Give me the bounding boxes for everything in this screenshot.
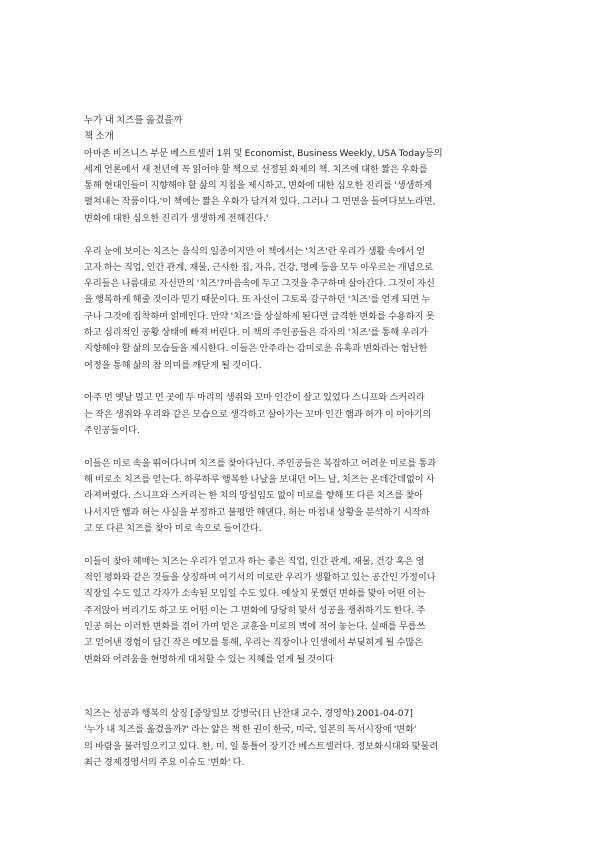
text-line: 해 비로소 치즈를 얻는다. 하루하루 행복한 나날을 보내던 어느 날, 치즈는 온데간데없이 사 — [84, 474, 435, 486]
text-line: 고 얻어낸 경험이 담긴 작은 메모를 통해, 우리는 직장이나 인생에서 부딪히게 될 수많은 — [84, 637, 423, 649]
paragraph — [84, 244, 516, 374]
article-headline: 치즈는 성공과 행복의 상징 [중앙일보 강병국(日 난잔대 교수, 경영학) 2001-04-07] — [84, 707, 413, 719]
text-line: 나서지만 햄과 허는 사실을 부정하고 불평만 해댄다. 허는 마침내 상황을 분석하기 시작하 — [84, 506, 430, 518]
text-line: 최근 경제경영서의 주요 이슈도 '변화' 다. — [84, 756, 245, 768]
text-line: 여정을 통해 삶의 참 의미를 깨닫게 될 것이다. — [84, 359, 262, 371]
document-body — [84, 113, 516, 771]
text-line: 라져버렸다. 스니프와 스커리는 한 치의 망설임도 없이 미로를 향해 또 다른 치즈를 찾아 — [84, 490, 423, 502]
text-line: 직장일 수도 있고 각자가 소속된 모임일 수도 있다. 예상치 못했던 변화를 맞아 어떤 이는 — [84, 588, 426, 600]
text-line: 펼쳐내는 작품이다.'이 책에는 짧은 우화가 담겨져 있다. 그러나 그 면면을 들여다보노라면, — [84, 196, 436, 208]
text-line: 우리들은 나름대로 자신만의 '치즈'?마음속에 두고 그것을 추구하며 살아간다. 그것이 자신 — [84, 278, 435, 290]
text-line: 을 행복하게 해줄 것이라 믿기 때문이다. 또 자신이 그토록 갈구하던 '치즈'를 얻게 되면 누 — [84, 294, 431, 306]
text-line: 고 또 다른 치즈를 찾아 미로 속으로 들어간다. — [84, 523, 262, 535]
text-line: 주저앉아 버리기도 하고 또 어떤 이는 그 변화에 당당히 맞서 성공을 쟁취하기도 한다. 주 — [84, 604, 426, 616]
text-line: 의 바람을 불러일으키고 있다. 한, 미, 일 통틀어 장기간 베스트셀러다. 정보화시대와 맞물려 — [84, 740, 439, 752]
text-line: 지향해야 할 삶의 모습들을 제시한다. 이들은 안주라는 감미로운 유혹과 변화라는 험난한 — [84, 343, 428, 355]
text-line: 통해 현대인들이 지향해야 할 삶의 지침을 제시하고, 변화에 대한 심오한 진리를 '생생하게 — [84, 180, 433, 192]
text-line: 아주 먼 옛날 멀고 먼 곳에 두 마리의 생쥐와 꼬마 인간이 살고 있었다 스니프와 스커리라 — [84, 392, 425, 404]
text-line: 세계 언론에서 새 천년에 꼭 읽어야 할 책으로 선정된 화제의 책. 치즈에 대한 짧은 우화를 — [84, 163, 428, 175]
text-line: 변화에 대한 심오한 진리가 생생하게 전해진다.' — [84, 212, 269, 224]
text-line: 하고 심리적인 공황 상태에 빠져 버린다. 이 책의 주인공들은 각자의 '치즈'를 통해 우리가 — [84, 327, 428, 339]
text-line: 구나 그것에 집착하며 얽매인다. 만약 '치즈'를 상실하게 된다면 급격한 변화를 수용하지 못 — [84, 310, 435, 322]
newspaper-article — [84, 706, 516, 771]
book-title: 누가 내 치즈를 옮겼을까 — [84, 115, 183, 126]
text-line: 변화와 어려움을 현명하게 대처할 수 있는 지혜를 얻게 될 것이다 — [84, 653, 334, 665]
text-line: '누가 내 치즈를 옮겼을까?' 라는 얇은 책 한 권이 한국, 미국, 일본의 독서시장에 '변화' — [84, 724, 417, 736]
paragraph — [84, 146, 516, 227]
text-line: 고자 하는 직업, 인간 관계, 재물, 근사한 집, 자유, 건강, 명예 등을 모두 아우르는 개념으로 — [84, 261, 434, 273]
text-line: 인공 허는 이러한 변화를 겪어 가며 얻은 교훈을 미로의 벽에 적어 놓는다. 실패를 무릅쓰 — [84, 621, 426, 633]
text-line: 적인 평화와 같은 것들을 상징하며 여기서의 미로란 우리가 생활하고 있는 공간인 가정이나 — [84, 572, 436, 584]
paragraph — [84, 390, 516, 439]
paragraph — [84, 456, 516, 537]
text-line: 는 작은 생쥐와 우리와 같은 모습으로 생각하고 살아가는 꼬마 인간 햄과 허가 이 이야기의 — [84, 408, 432, 420]
text-line: 주인공들이다. — [84, 425, 140, 437]
text-line: 이들이 찾아 헤매는 치즈는 우리가 얻고자 하는 좋은 직업, 인간 관계, 재물, 건강 혹은 영 — [84, 555, 425, 567]
section-heading: 책 소개 — [84, 131, 114, 143]
text-line: 아마존 비즈니스 부문 베스트셀러 1위 및 Economist, Business Weekly, USA Today등의 — [84, 147, 443, 159]
paragraph — [84, 554, 516, 668]
text-line: 이들은 미로 속을 뛰어다니며 치즈를 찾아다닌다. 주인공들은 복잡하고 어려운 미로를 통과 — [84, 457, 437, 469]
text-line: 우리 눈에 보이는 치즈는 음식의 일종이지만 이 책에서는 '치즈'란 우리가 생활 속에서 얻 — [84, 245, 426, 257]
